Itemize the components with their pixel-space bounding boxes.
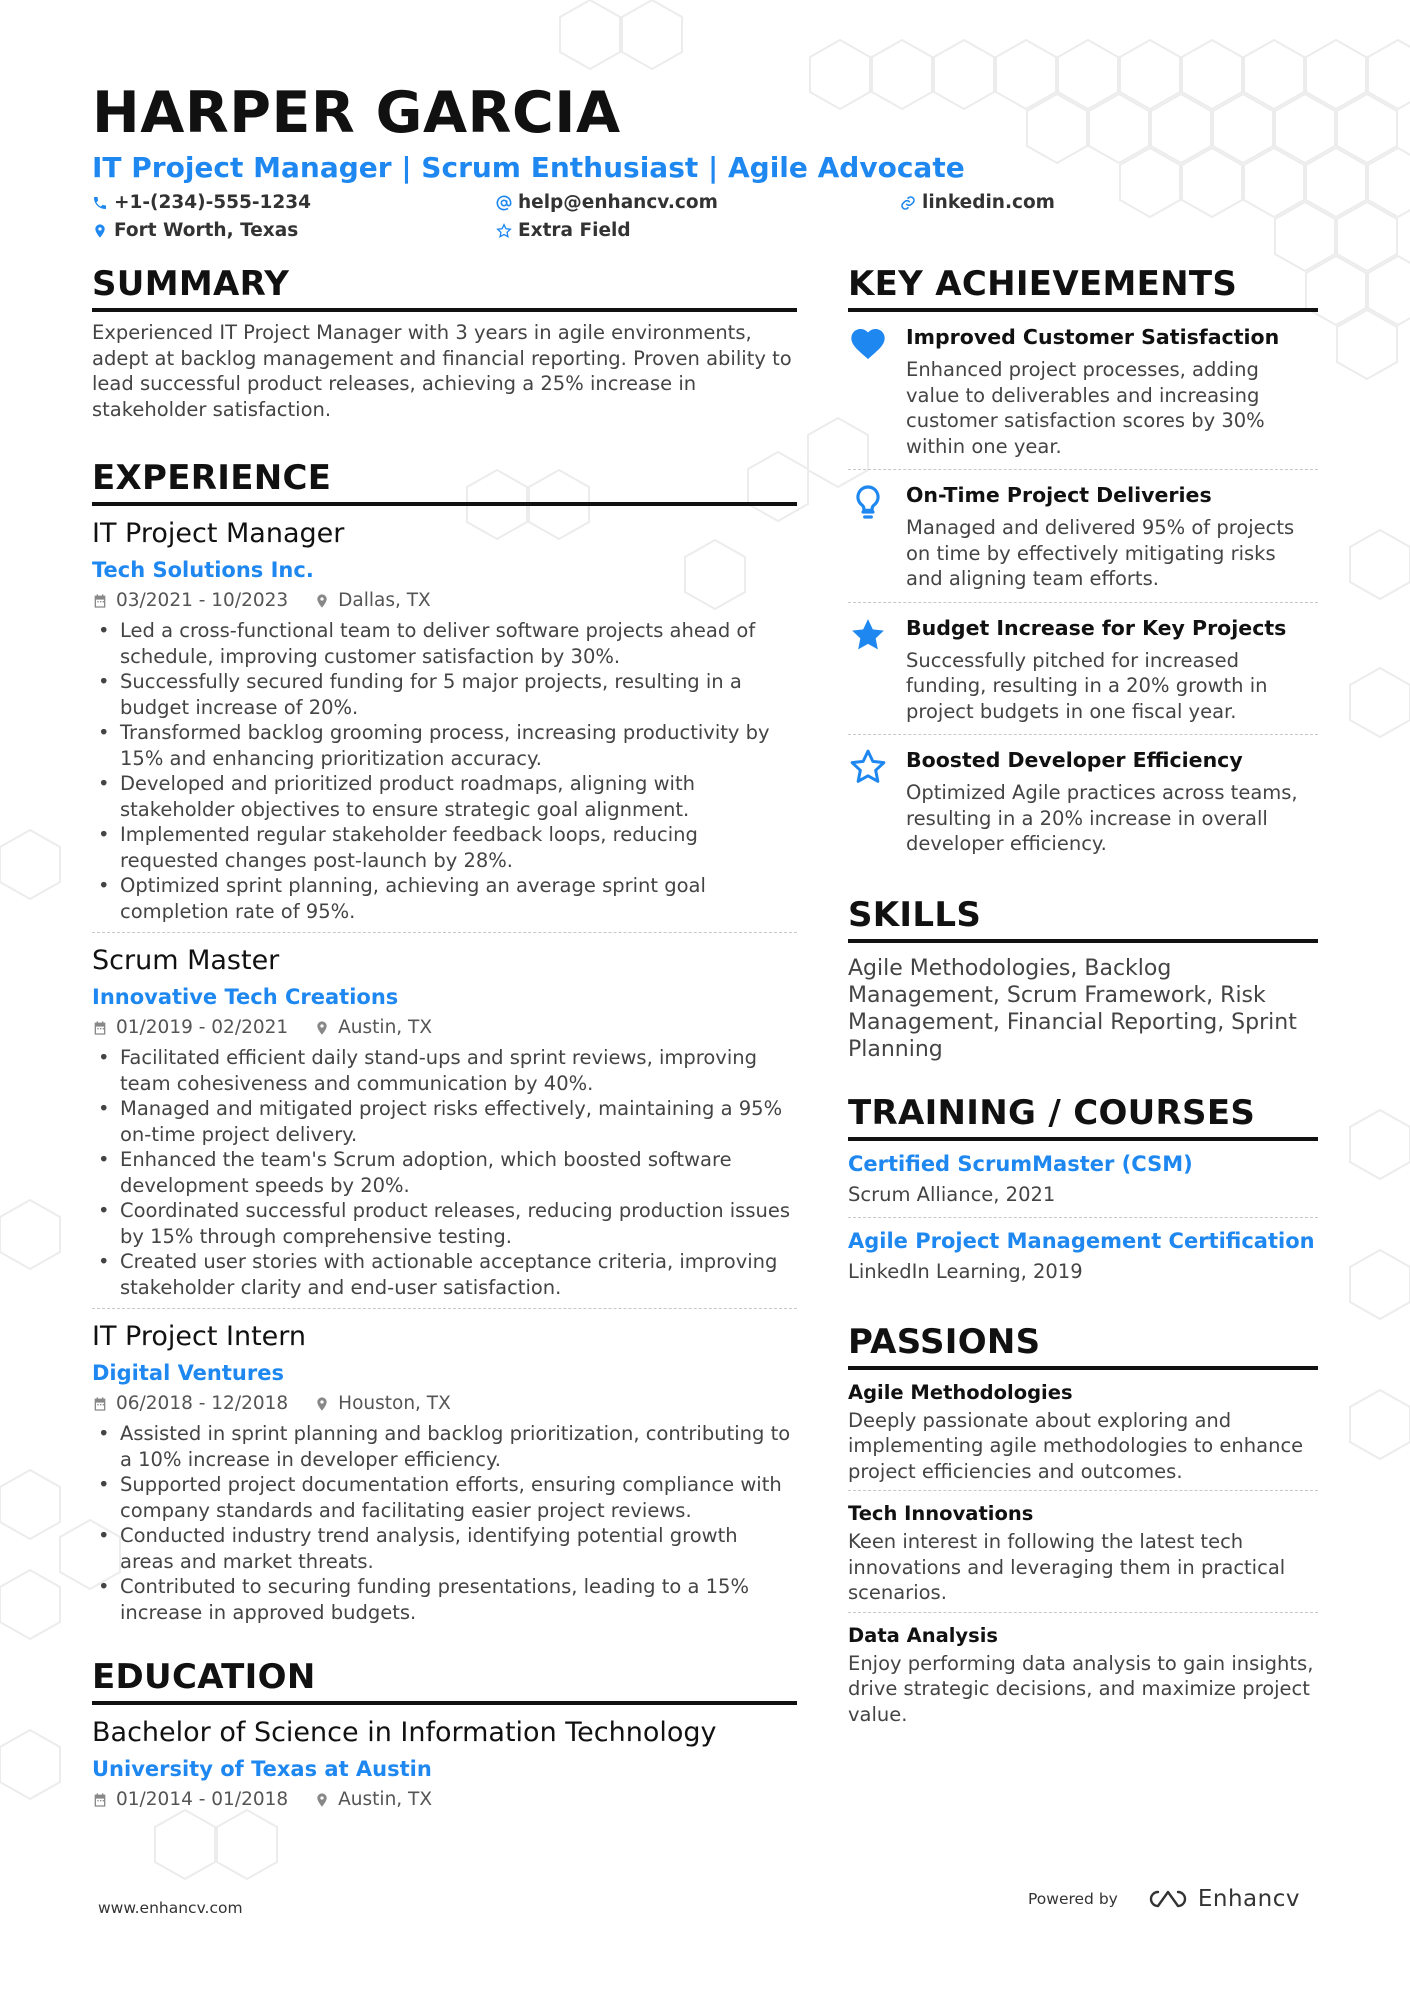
job-location-text: Dallas, TX [338, 590, 431, 611]
passion-item [848, 1612, 1318, 1734]
training-heading: TRAINING / COURSES [848, 1091, 1318, 1141]
experience-heading: EXPERIENCE [92, 456, 797, 506]
job-entry [92, 932, 797, 1300]
job-location [314, 1389, 451, 1419]
calendar-icon [92, 1396, 108, 1412]
job-meta [92, 1013, 797, 1043]
star-outline-icon [848, 747, 888, 787]
training-section [848, 1091, 1318, 1294]
passion-desc: Keen interest in following the latest tech innovations and leveraging them in practical scenarios. [848, 1530, 1286, 1604]
passions-section [848, 1320, 1318, 1734]
bullet-item: • Implemented regular stakeholder feedback loops, reducing requested changes post-launch by 28%. [92, 822, 797, 873]
star-filled-icon [848, 615, 888, 655]
education-section [92, 1655, 797, 1815]
skills-section [848, 893, 1318, 1063]
school-name: University of Texas at Austin [92, 1757, 432, 1781]
achievement-desc: Enhanced project processes, adding value to deliverables and increasing customer satisfaction scores by 30% within one year. [906, 358, 1265, 458]
job-dates-text: 06/2018 - 12/2018 [116, 1393, 289, 1414]
achievement-desc: Optimized Agile practices across teams, resulting in a 20% increase in overall developer efficiency. [906, 781, 1298, 855]
contact-location [92, 220, 298, 241]
phone-text: +1-(234)-555-1234 [114, 192, 312, 213]
course-meta: Scrum Alliance, 2021 [848, 1182, 1056, 1206]
footer-branding [1028, 1886, 1300, 1912]
bullet-item: • Led a cross-functional team to deliver software projects ahead of schedule, improving customer satisfaction by 30%. [92, 618, 797, 669]
email-text: help@enhancv.com [518, 192, 718, 213]
bullet-item: • Contributed to securing funding presentations, leading to a 15% increase in approved budgets. [92, 1574, 797, 1625]
bullet-item: • Conducted industry trend analysis, identifying potential growth areas and market threats. [92, 1523, 797, 1574]
phone-icon [92, 195, 108, 211]
location-pin-icon [314, 1396, 330, 1412]
course-title: Agile Project Management Certification [848, 1228, 1315, 1253]
extra-field-text: Extra Field [518, 220, 631, 241]
achievement-title: Budget Increase for Key Projects [906, 615, 1287, 640]
education-location [314, 1785, 432, 1815]
enhancv-logo[interactable] [1144, 1886, 1300, 1912]
linkedin-text: linkedin.com [922, 192, 1055, 213]
resume-header [92, 78, 1322, 248]
bullet-item: • Supported project documentation efforts, ensuring compliance with company standards and facilitating easier project reviews. [92, 1472, 797, 1523]
contact-email[interactable] [496, 192, 718, 213]
job-company: Innovative Tech Creations [92, 985, 399, 1009]
contact-extra [496, 220, 631, 241]
summary-section [92, 262, 797, 422]
experience-section [92, 456, 797, 1625]
skills-list: Agile Methodologies, Backlog Management, Scrum Framework, Risk Management, Financial Reporting, Sprint Planning [848, 955, 1297, 1062]
bullet-item: • Developed and prioritized product roadmaps, aligning with stakeholder objectives to ensure strategic goal alignment. [92, 771, 797, 822]
achievement-desc: Successfully pitched for increased funding, resulting in a 20% growth in project budgets in one fiscal year. [906, 648, 1268, 723]
bullet-item: • Coordinated successful product releases, reducing production issues by 15% through comprehensive testing. [92, 1198, 797, 1249]
achievement-item [848, 312, 1318, 470]
at-sign-icon [496, 195, 512, 211]
passions-heading: PASSIONS [848, 1320, 1318, 1370]
bullet-item: • Assisted in sprint planning and backlog prioritization, contributing to a 10% increase in developer efficiency. [92, 1421, 797, 1472]
achievement-title: Improved Customer Satisfaction [906, 325, 1280, 349]
job-dates [92, 1389, 288, 1419]
course-title: Certified ScrumMaster (CSM) [848, 1151, 1193, 1176]
job-company: Digital Ventures [92, 1361, 284, 1385]
education-dates [92, 1785, 288, 1815]
candidate-name: HARPER GARCIA [92, 80, 621, 146]
bullet-item: • Facilitated efficient daily stand-ups and sprint reviews, improving team cohesiveness and communication by 40%. [92, 1045, 797, 1096]
bullet-item: • Optimized sprint planning, achieving an average sprint goal completion rate of 95%. [92, 873, 797, 924]
left-column [92, 262, 797, 1841]
achievement-title: On-Time Project Deliveries [906, 483, 1212, 507]
job-location-text: Austin, TX [338, 1017, 433, 1038]
job-location [314, 1013, 432, 1043]
degree-title: Bachelor of Science in Information Technology [92, 1717, 717, 1748]
job-location [314, 586, 431, 616]
course-item [848, 1141, 1318, 1217]
candidate-title: IT Project Manager | Scrum Enthusiast | Agile Advocate [92, 151, 965, 184]
location-pin-icon [314, 593, 330, 609]
achievement-item [848, 735, 1318, 867]
job-entry [92, 1308, 797, 1625]
right-column [848, 262, 1318, 1759]
job-dates-text: 03/2021 - 10/2023 [116, 590, 289, 611]
job-dates [92, 1013, 288, 1043]
heart-icon [848, 324, 888, 364]
contact-info [92, 192, 1322, 248]
calendar-icon [92, 1020, 108, 1036]
job-bullets [92, 1045, 797, 1300]
job-bullets [92, 618, 797, 924]
passion-item [848, 1370, 1318, 1491]
enhancv-logo-icon [1144, 1887, 1190, 1911]
job-dates [92, 586, 288, 616]
contact-linkedin[interactable] [900, 192, 1055, 213]
footer-website[interactable]: www.enhancv.com [98, 1899, 243, 1917]
job-dates-text: 01/2019 - 02/2021 [116, 1017, 289, 1038]
passion-desc: Enjoy performing data analysis to gain insights, drive strategic decisions, and maximize project value. [848, 1651, 1314, 1726]
course-item [848, 1217, 1318, 1294]
location-text: Fort Worth, Texas [114, 220, 299, 241]
job-meta [92, 586, 797, 616]
bullet-item: • Enhanced the team's Scrum adoption, which boosted software development speeds by 20%. [92, 1147, 797, 1198]
passion-item [848, 1490, 1318, 1612]
education-location-text: Austin, TX [338, 1789, 433, 1810]
job-title: IT Project Manager [92, 518, 345, 549]
education-dates-text: 01/2014 - 01/2018 [116, 1789, 289, 1810]
course-meta: LinkedIn Learning, 2019 [848, 1259, 1083, 1283]
job-location-text: Houston, TX [338, 1393, 451, 1414]
achievement-item [848, 470, 1318, 603]
education-entry [92, 1705, 797, 1815]
passion-title: Tech Innovations [848, 1502, 1034, 1525]
summary-heading: SUMMARY [92, 262, 797, 312]
star-outline-icon [496, 223, 512, 239]
achievement-item [848, 603, 1318, 736]
passion-desc: Deeply passionate about exploring and implementing agile methodologies to enhance project efficiencies and outcomes. [848, 1408, 1304, 1483]
location-pin-icon [314, 1792, 330, 1808]
achievement-desc: Managed and delivered 95% of projects on time by effectively mitigating risks and aligning team efforts. [906, 516, 1295, 590]
job-bullets [92, 1421, 797, 1625]
job-company: Tech Solutions Inc. [92, 558, 314, 582]
education-meta [92, 1785, 797, 1815]
achievements-section [848, 262, 1318, 867]
contact-phone[interactable] [92, 192, 311, 213]
job-entry [92, 506, 797, 924]
achievement-title: Boosted Developer Efficiency [906, 748, 1243, 772]
brand-name: Enhancv [1197, 1886, 1300, 1912]
link-icon [900, 195, 916, 211]
summary-text: Experienced IT Project Manager with 3 years in agile environments, adept at backlog management and financial reporting. Proven ability to lead successful product releases, achieving a 25% increase in stakeholder satisfaction. [92, 321, 792, 421]
calendar-icon [92, 593, 108, 609]
lightbulb-icon [848, 482, 888, 522]
location-pin-icon [92, 223, 108, 239]
location-pin-icon [314, 1020, 330, 1036]
achievements-heading: KEY ACHIEVEMENTS [848, 262, 1318, 312]
passion-title: Data Analysis [848, 1623, 999, 1647]
bullet-item: • Transformed backlog grooming process, increasing productivity by 15% and enhancing prioritization accuracy. [92, 720, 797, 771]
bullet-item: • Managed and mitigated project risks effectively, maintaining a 95% on-time project delivery. [92, 1096, 797, 1147]
bullet-item: • Created user stories with actionable acceptance criteria, improving stakeholder clarity and end-user satisfaction. [92, 1249, 797, 1300]
job-title: IT Project Intern [92, 1321, 307, 1352]
job-meta [92, 1389, 797, 1419]
passion-title: Agile Methodologies [848, 1380, 1073, 1404]
calendar-icon [92, 1792, 108, 1808]
skills-heading: SKILLS [848, 893, 1318, 943]
bullet-item: • Successfully secured funding for 5 major projects, resulting in a budget increase of 20%. [92, 669, 797, 720]
job-title: Scrum Master [92, 945, 280, 976]
education-heading: EDUCATION [92, 1655, 797, 1705]
powered-by-text: Powered by [1028, 1890, 1118, 1908]
